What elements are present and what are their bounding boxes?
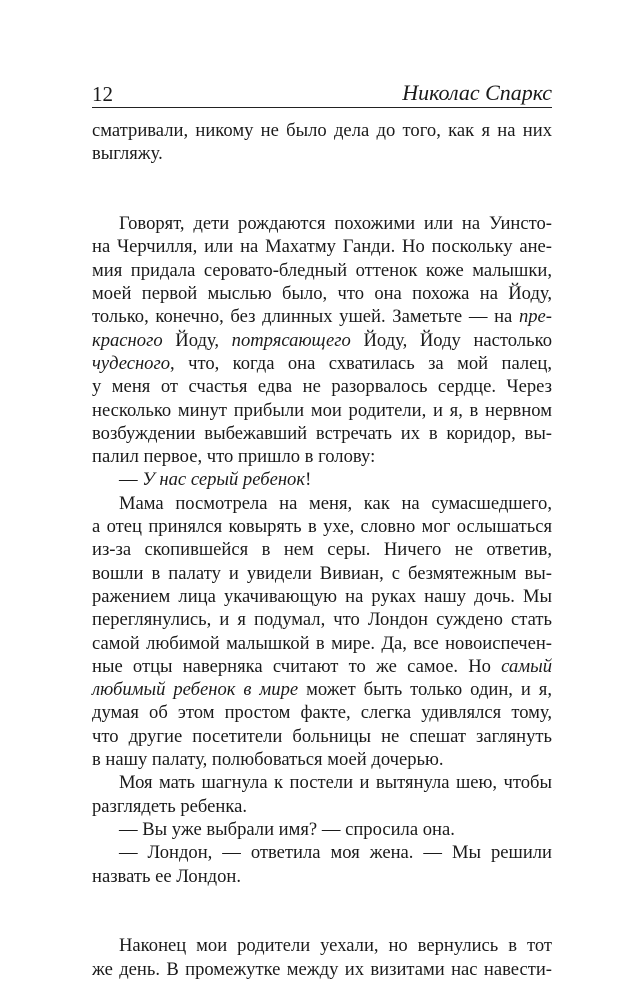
- text-line: [92, 701, 552, 724]
- paragraph-gap: [92, 166, 552, 213]
- text-run: мия придала серовато-бледный оттенок коже малышки,: [92, 259, 552, 281]
- text-line: [92, 585, 552, 608]
- text-run: Йоду, Йоду настолько: [350, 329, 552, 351]
- italic-text: У нас серый ребенок: [142, 469, 306, 491]
- text-run: моей первой мыслью было, что она похожа на Йоду,: [92, 283, 552, 305]
- running-header: [92, 82, 552, 108]
- text-line: [92, 958, 552, 981]
- text-line: [92, 282, 552, 305]
- text-run: же день. В промежутке между их визитами нас навести-: [92, 958, 552, 980]
- text-run: сматривали, никому не было дела до того, как я на них: [92, 120, 552, 141]
- text-run: в нашу палату, полюбоваться моей дочерью.: [92, 749, 444, 771]
- text-line: [92, 771, 552, 794]
- text-line: [92, 492, 552, 515]
- text-run: возбуждении выбежавший встречать их в коридор, вы-: [92, 422, 552, 444]
- text-run: —: [119, 469, 143, 491]
- text-line: [92, 119, 552, 142]
- text-line: [92, 608, 552, 631]
- text-line: [92, 678, 552, 701]
- text-line: [92, 422, 552, 445]
- text-run: что другие посетители больницы не спешат заглянуть: [92, 725, 552, 747]
- text-run: думая об этом простом факте, слегка удивлялся тому,: [92, 702, 552, 724]
- body-text: [92, 119, 552, 981]
- text-run: назвать ее Лондон.: [92, 865, 242, 887]
- text-line: [92, 468, 552, 491]
- text-run: , что, когда она схватилась за мой палец,: [170, 352, 552, 374]
- text-run: — Вы уже выбрали имя? — спросила она.: [119, 818, 455, 840]
- italic-text: пре-: [518, 306, 552, 328]
- text-line: [92, 399, 552, 422]
- text-line: [92, 515, 552, 538]
- italic-text: самый: [501, 655, 552, 677]
- text-run: у меня от счастья едва не разорвалось сердце. Через: [92, 376, 552, 398]
- text-line: [92, 562, 552, 585]
- italic-text: любимый ребенок в мире: [92, 679, 299, 701]
- text-line: [92, 655, 552, 678]
- italic-text: красного: [92, 329, 163, 351]
- text-line: [92, 632, 552, 655]
- text-run: на Черчилля, или на Махатму Ганди. Но поскольку ане-: [92, 236, 552, 258]
- text-run: Йоду,: [162, 329, 232, 351]
- text-line: [92, 212, 552, 235]
- text-run: самой любимой малышкой в мире. Да, все новоиспечен-: [92, 632, 552, 654]
- page-number: 12: [92, 82, 113, 106]
- text-run: разглядеть ребенка.: [92, 795, 247, 817]
- text-line: [92, 142, 552, 165]
- text-line: [92, 748, 552, 771]
- text-run: может быть только один, и я,: [298, 679, 553, 701]
- text-run: — Лондон, — ответила моя жена. — Мы решили: [119, 842, 552, 864]
- text-line: [92, 305, 552, 328]
- text-run: переглянулись, и я подумал, что Лондон суждено стать: [92, 609, 552, 631]
- italic-text: чудесного: [92, 352, 171, 374]
- text-run: только, конечно, без длинных ушей. Заметьте — на: [92, 306, 519, 328]
- text-line: [92, 865, 552, 888]
- text-line: [92, 841, 552, 864]
- text-run: ражением лица укачивающую на руках нашу дочь. Мы: [92, 585, 552, 607]
- text-run: !: [305, 469, 312, 491]
- italic-text: потрясающего: [231, 329, 351, 351]
- text-run: несколько минут прибыли мои родители, и я, в нервном: [92, 399, 552, 421]
- text-line: [92, 445, 552, 468]
- text-run: выгляжу.: [92, 143, 163, 165]
- text-line: [92, 538, 552, 561]
- text-run: а отец принялся ковырять в ухе, словно мог ослышаться: [92, 516, 552, 538]
- text-line: [92, 352, 552, 375]
- text-run: из-за скопившейся в нем серы. Ничего не ответив,: [92, 539, 552, 561]
- text-line: [92, 934, 552, 957]
- text-line: [92, 259, 552, 282]
- running-header-author: Николас Спаркс: [402, 80, 552, 105]
- text-line: [92, 818, 552, 841]
- text-line: [92, 235, 552, 258]
- header-rule: [92, 107, 552, 108]
- text-run: ные отцы наверняка считают то же самое. Но: [92, 655, 502, 677]
- text-run: Говорят, дети рождаются похожими или на Уинсто-: [119, 213, 552, 235]
- text-run: вошли в палату и увидели Вивиан, с безмятежным вы-: [92, 562, 552, 584]
- text-line: [92, 375, 552, 398]
- text-line: [92, 795, 552, 818]
- text-line: [92, 725, 552, 748]
- text-run: Мама посмотрела на меня, как на сумасшедшего,: [119, 492, 552, 514]
- text-run: Моя мать шагнула к постели и вытянула шею, чтобы: [119, 772, 552, 794]
- paragraph-gap: [92, 888, 552, 935]
- text-run: Наконец мои родители уехали, но вернулись в тот: [119, 935, 552, 957]
- text-run: палил первое, что пришло в голову:: [92, 446, 376, 468]
- text-line: [92, 329, 552, 352]
